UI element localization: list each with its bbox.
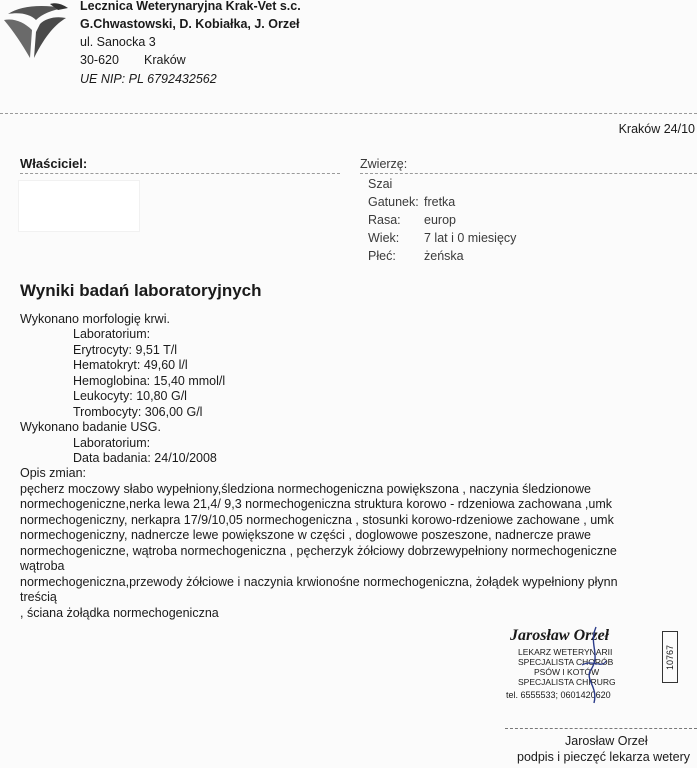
place-date: Kraków 24/10: [618, 122, 695, 136]
desc-line: normechogeniczny, nerkapra 17/9/10,05 normechogeniczna , stosunki korowo-rdzeniowe zachowane , umk: [20, 513, 614, 527]
desc-line: normechogeniczne, wątroba normechogeniczna , pęcherzyk żółciowy dobrzewypełniony normechogeniczne: [20, 544, 617, 558]
usg-intro: Wykonano badanie USG.: [20, 420, 161, 434]
desc-line: pęcherz moczowy słabo wypełniony,śledziona normechogeniczna powiększona , naczynia śledzionowe: [20, 482, 591, 496]
desc-line: normechogeniczny, nadnercze lewe powiększone w części , doglowowe poszeszone, nadnercze prawe: [20, 528, 591, 542]
morph-item: Hemoglobina: 15,40 mmol/l: [73, 374, 226, 388]
desc-label: Opis zmian:: [20, 466, 86, 480]
morph-item: Hematokryt: 49,60 l/l: [73, 358, 188, 372]
desc-line: wątroba: [20, 559, 65, 573]
desc-line: , ściana żołądka normechogeniczna: [20, 606, 219, 620]
stamp-line: SPECJALISTA CHORÓB: [518, 657, 614, 667]
stamp-name: Jarosław Orzeł: [510, 627, 610, 644]
animal-label: Zwierzę:: [360, 157, 408, 171]
signature-scribble: [578, 625, 608, 705]
owner-redaction: [18, 180, 140, 232]
morph-lab: Laboratorium:: [73, 327, 151, 341]
clinic-postal: 30-620: [80, 53, 119, 67]
owner-divider: [20, 173, 340, 174]
report-title: Wyniki badań laboratoryjnych: [20, 281, 262, 300]
animal-divider: [360, 173, 697, 174]
clinic-city: Kraków: [144, 53, 186, 67]
usg-lab: Laboratorium:: [73, 436, 151, 450]
desc-line: normechogeniczna,przewody żółciowe i naczynia krwionośne normechogeniczna, żołądek wypełniony płynn: [20, 575, 618, 589]
animal-name: Szai: [368, 177, 393, 191]
signature-name: Jarosław Orzeł: [565, 734, 648, 748]
desc-line: treścią: [20, 590, 57, 604]
signature-caption: podpis i pieczęć lekarza wetery: [517, 750, 690, 764]
clinic-logo: [0, 0, 72, 62]
stamp-phone: tel. 6555533; 0601420620: [506, 690, 611, 700]
animal-row: Gatunek: fretka: [368, 195, 456, 209]
vet-stamp: [500, 627, 690, 707]
animal-row: Rasa: europ: [368, 213, 456, 227]
morph-item: Erytrocyty: 9,51 T/l: [73, 343, 177, 357]
clinic-owners: G.Chwastowski, D. Kobiałka, J. Orzeł: [80, 17, 300, 31]
stamp-line: PSÓW I KOTÓW: [534, 667, 600, 677]
stamp-line: SPECJALISTA CHIRURG: [518, 677, 616, 687]
clinic-name: Lecznica Weterynaryjna Krak-Vet s.c.: [80, 0, 301, 13]
stamp-line: LEKARZ WETERYNARII: [518, 647, 613, 657]
signature-line: [505, 728, 697, 729]
desc-line: normechogeniczne,nerka lewa 21,4/ 9,3 normechogeniczna struktura korowo - rdzeniowa zachowana ,umk: [20, 497, 612, 511]
owner-label: Właściciel:: [20, 156, 88, 171]
animal-row: Wiek: 7 lat i 0 miesięcy: [368, 231, 517, 245]
usg-date: Data badania: 24/10/2008: [73, 451, 217, 465]
header-divider: [0, 113, 697, 114]
clinic-nip: UE NIP: PL 6792432562: [80, 72, 217, 86]
animal-row: Płeć: żeńska: [368, 249, 464, 263]
morph-item: Leukocyty: 10,80 G/l: [73, 389, 187, 403]
morph-item: Trombocyty: 306,00 G/l: [73, 405, 203, 419]
stamp-number: 10767: [662, 631, 678, 683]
morph-intro: Wykonano morfologię krwi.: [20, 312, 170, 326]
clinic-street: ul. Sanocka 3: [80, 35, 156, 49]
